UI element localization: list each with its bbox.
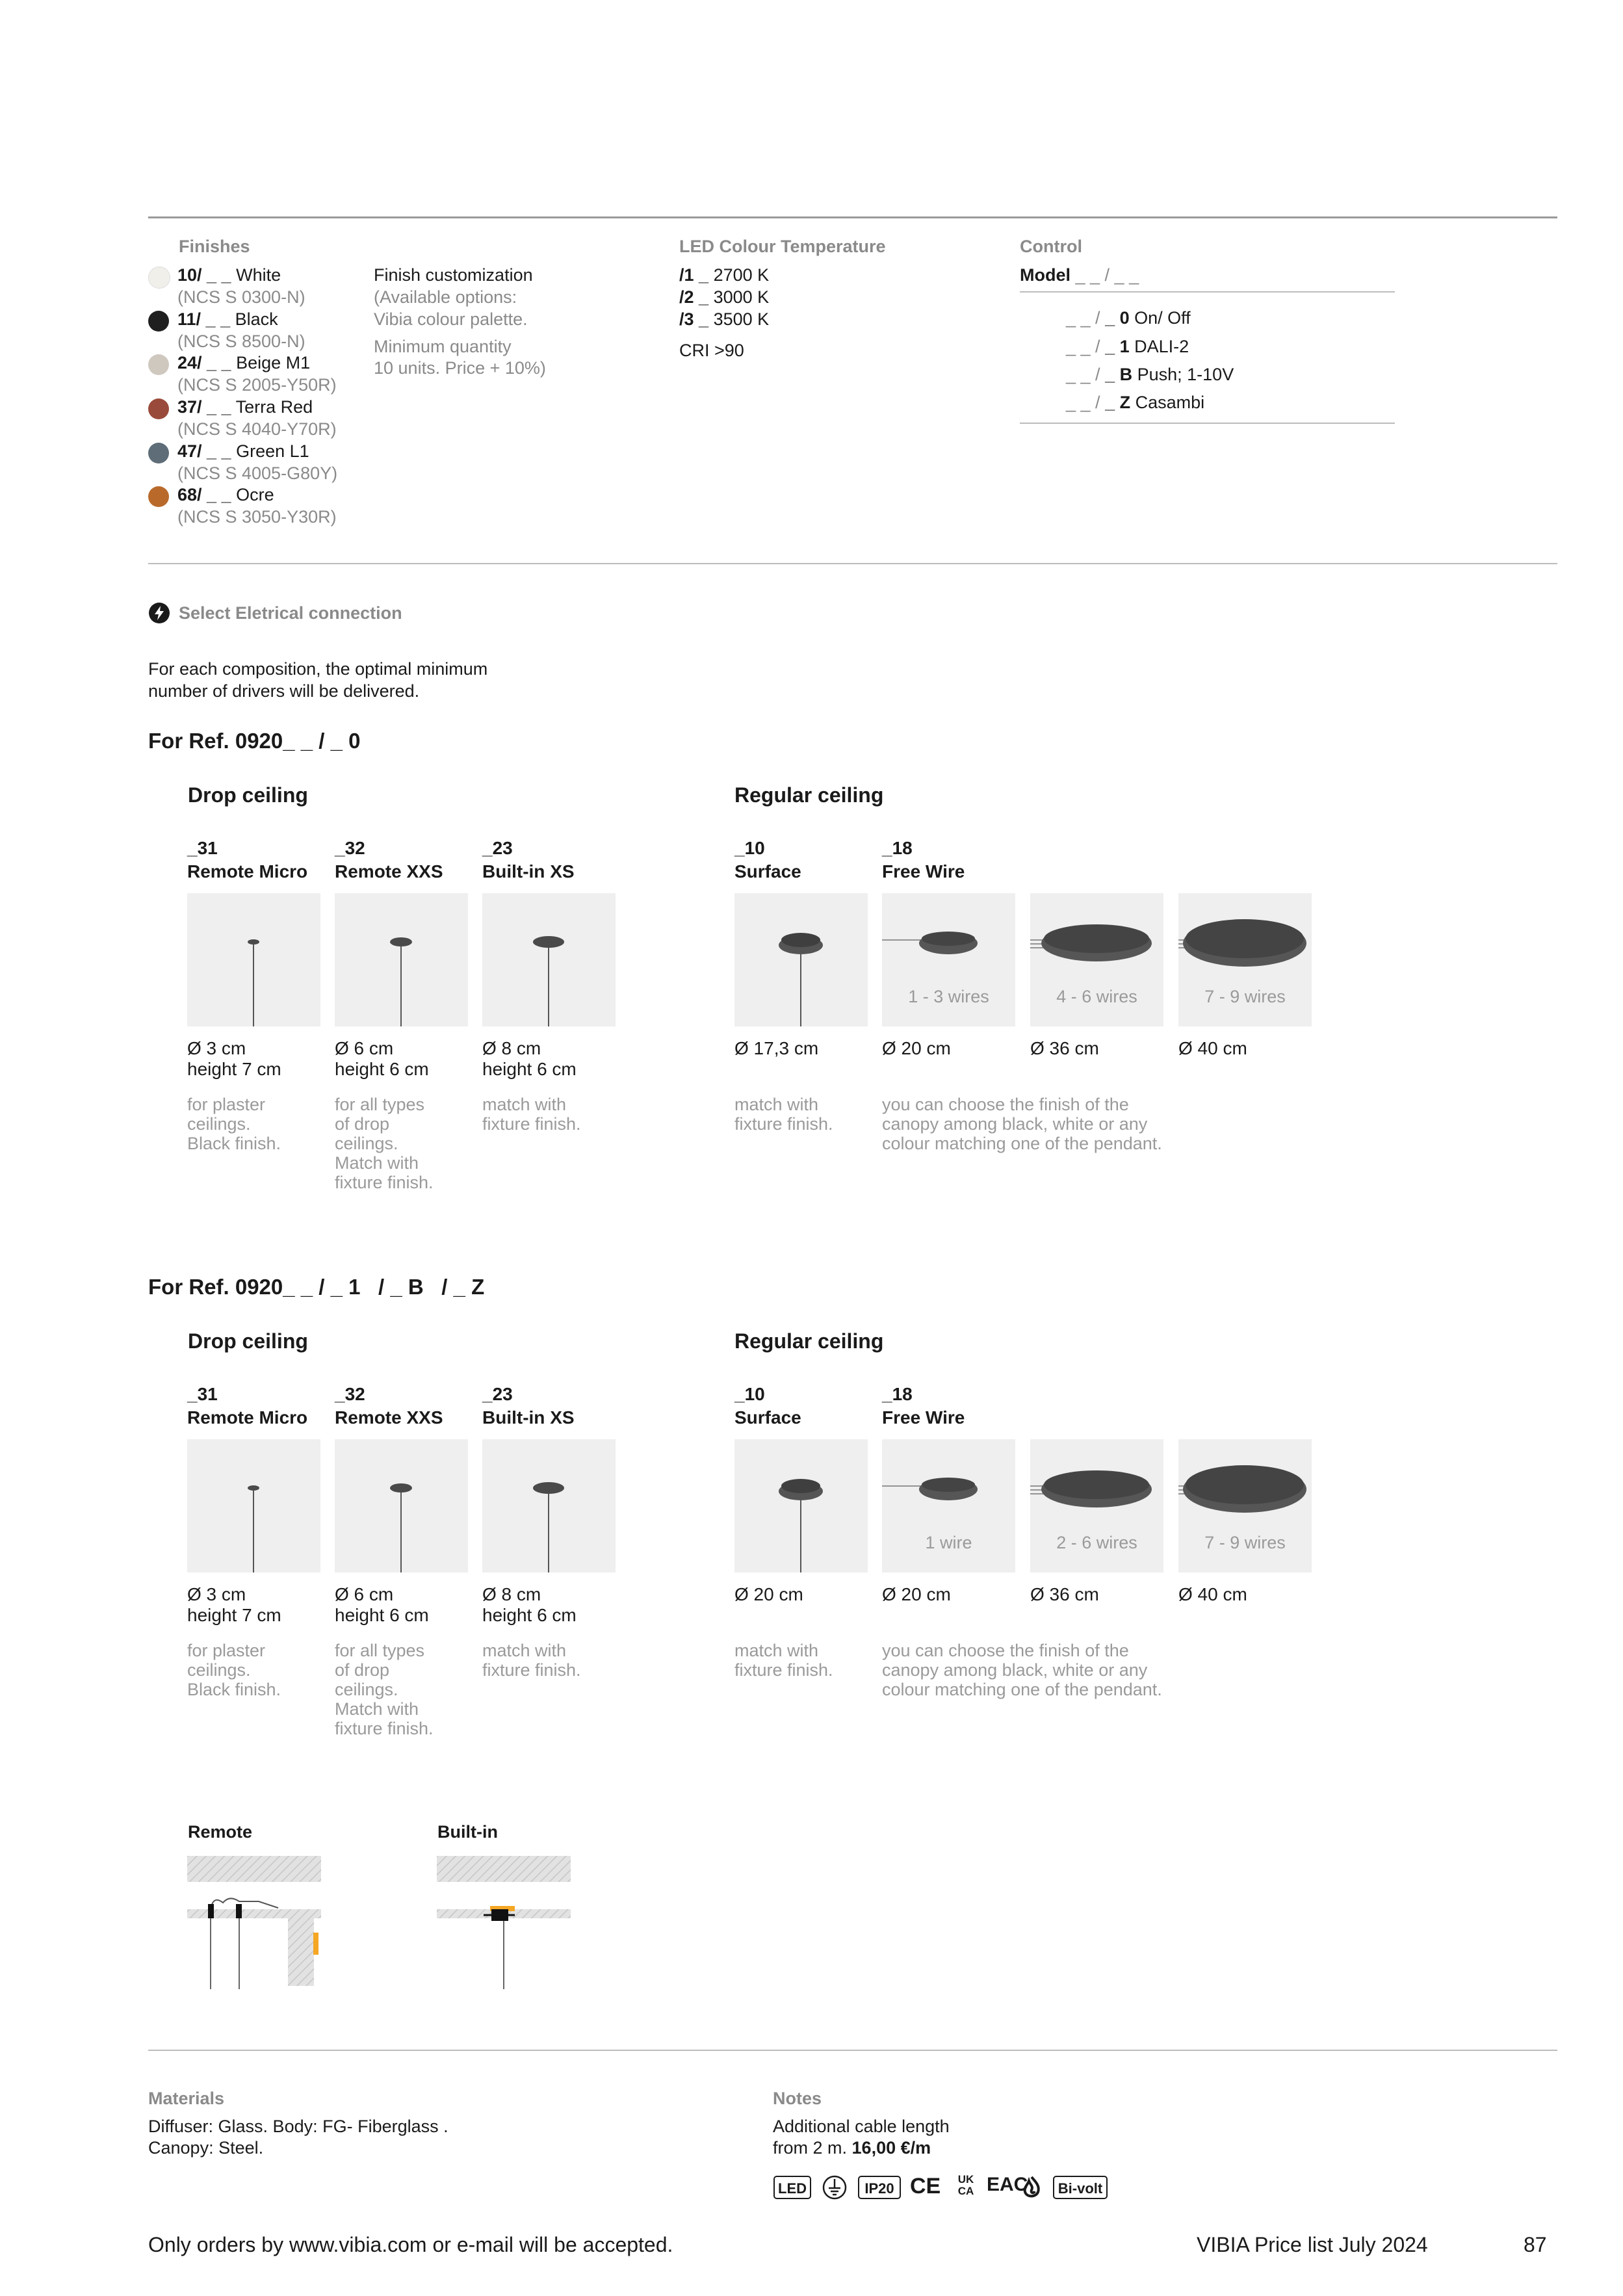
finish-swatch: [148, 267, 170, 289]
product-note: Black finish.: [187, 1134, 281, 1153]
canopy-illustration: [187, 893, 320, 1026]
product-note: for all types: [335, 1095, 425, 1114]
control-title: Control: [1020, 237, 1082, 256]
finish-text: [177, 396, 337, 440]
electrical-intro: number of drivers will be delivered.: [148, 681, 420, 701]
flame-cert-icon: [1020, 2176, 1043, 2199]
control-label: Casambi: [1135, 393, 1205, 412]
led-option: [679, 286, 769, 308]
canopy-illustration: [335, 1439, 468, 1572]
finish-ncs: (NCS S 8500-N): [177, 332, 305, 351]
product-code: _23: [482, 1384, 513, 1404]
product-code: _23: [482, 838, 513, 858]
control-prefix: _ _ /: [1066, 365, 1100, 384]
canopy-illustration: [734, 1439, 868, 1572]
product-note: ceilings.: [187, 1114, 251, 1134]
canopy-illustration: [335, 893, 468, 1026]
product-name: Remote XXS: [335, 861, 443, 881]
product-diameter: Ø 3 cm: [187, 1584, 246, 1604]
ukca-cert-icon: [953, 2174, 979, 2197]
product-name: Remote Micro: [187, 861, 308, 881]
finish-code: 11/ _ _: [177, 309, 231, 329]
control-prefix: _ _ /: [1066, 337, 1100, 356]
finish-ncs: (NCS S 2005-Y50R): [177, 375, 337, 395]
product-note: of drop: [335, 1114, 390, 1134]
finish-text: [177, 440, 337, 484]
wire-count: 1 - 3 wires: [908, 987, 989, 1006]
product-diameter: Ø 20 cm: [882, 1038, 951, 1058]
product-height: height 6 cm: [482, 1059, 577, 1079]
product-code: _31: [187, 838, 218, 858]
product-note: canopy among black, white or any: [882, 1660, 1148, 1680]
product-code: _10: [734, 1384, 765, 1404]
control-code: _ Z: [1105, 393, 1131, 412]
product-note: fixture finish.: [335, 1173, 434, 1192]
product-name: Built-in XS: [482, 1407, 575, 1428]
finish-ncs: (NCS S 4005-G80Y): [177, 463, 338, 483]
product-code: _31: [187, 1384, 218, 1404]
finish-name: Terra Red: [235, 397, 313, 417]
product-diameter: Ø 40 cm: [1178, 1584, 1247, 1604]
finish-customization-line: Minimum quantity: [374, 337, 512, 356]
control-prefix: _ _ /: [1066, 393, 1100, 412]
finish-text: [177, 264, 305, 308]
product-height: height 7 cm: [187, 1605, 281, 1625]
product-note: fixture finish.: [335, 1719, 434, 1738]
control-label: On/ Off: [1134, 308, 1191, 328]
product-note: colour matching one of the pendant.: [882, 1134, 1162, 1153]
finish-code: 24/ _ _: [177, 353, 231, 372]
notes-line: [773, 2137, 931, 2159]
product-thumbnail: [335, 893, 468, 1026]
product-diameter: Ø 36 cm: [1030, 1038, 1099, 1058]
product-diameter: Ø 20 cm: [734, 1584, 803, 1604]
finish-customization-line: 10 units. Price + 10%): [374, 358, 546, 378]
product-code: _18: [882, 1384, 913, 1404]
product-note: fixture finish.: [734, 1114, 833, 1134]
product-diameter: Ø 20 cm: [882, 1584, 951, 1604]
product-note: for plaster: [187, 1641, 266, 1660]
product-thumbnail: [1030, 893, 1163, 1026]
finish-text: [177, 308, 305, 352]
materials-title: Materials: [148, 2089, 225, 2108]
product-note: match with: [734, 1095, 819, 1114]
product-thumbnail: [882, 1439, 1015, 1572]
section-divider: [148, 2050, 1557, 2051]
finish-customization-title: Finish customization: [374, 265, 533, 285]
product-code: _18: [882, 838, 913, 858]
ce-cert-icon: CE: [910, 2174, 941, 2198]
led-code: /3 _: [679, 309, 709, 329]
page-number: 87: [1524, 2233, 1547, 2256]
product-thumbnail: [734, 893, 868, 1026]
product-note: Black finish.: [187, 1680, 281, 1699]
section2-ref: For Ref. 0920_ _ / _ 1 / _ B / _ Z: [148, 1275, 485, 1299]
product-note: fixture finish.: [482, 1114, 581, 1134]
wire-count: 2 - 6 wires: [1056, 1533, 1137, 1552]
led-value: 3500 K: [713, 309, 770, 329]
product-note: of drop: [335, 1660, 390, 1680]
product-height: height 6 cm: [335, 1059, 429, 1079]
product-note: ceilings.: [335, 1134, 398, 1153]
control-option: [1066, 308, 1191, 328]
product-diameter: Ø 6 cm: [335, 1584, 394, 1604]
product-note: ceilings.: [335, 1680, 398, 1699]
product-height: height 7 cm: [187, 1059, 281, 1079]
notes-title: Notes: [773, 2089, 822, 2108]
product-note: you can choose the finish of the: [882, 1095, 1129, 1114]
finishes-title: Finishes: [179, 237, 250, 256]
finish-customization-line: Vibia colour palette.: [374, 309, 528, 329]
bivolt-cert-icon: Bi-volt: [1053, 2176, 1108, 2199]
canopy-illustration: [482, 893, 616, 1026]
product-thumbnail: [1030, 1439, 1163, 1572]
section2-drop-title: Drop ceiling: [188, 1329, 308, 1353]
product-code: _10: [734, 838, 765, 858]
control-code: _ 0: [1105, 308, 1130, 328]
control-option: [1066, 337, 1189, 357]
product-note: Match with: [335, 1699, 419, 1719]
finish-name: Beige M1: [236, 353, 311, 372]
product-name: Surface: [734, 861, 801, 881]
control-code: _ 1: [1105, 337, 1130, 356]
control-option: [1066, 365, 1234, 385]
product-diameter: Ø 36 cm: [1030, 1584, 1099, 1604]
led-value: 2700 K: [713, 265, 770, 285]
product-diameter: Ø 17,3 cm: [734, 1038, 819, 1058]
product-thumbnail: [1178, 893, 1312, 1026]
finish-ncs: (NCS S 0300-N): [177, 287, 305, 307]
product-name: Built-in XS: [482, 861, 575, 881]
ip20-cert-icon: IP20: [858, 2176, 901, 2199]
finish-code: 10/ _ _: [177, 265, 231, 285]
footer-brand: VIBIA Price list July 2024: [1197, 2233, 1428, 2256]
eac-cert-icon: EAC: [987, 2174, 1028, 2195]
product-thumbnail: [482, 1439, 616, 1572]
wire-count: 4 - 6 wires: [1056, 987, 1137, 1006]
product-name: Surface: [734, 1407, 801, 1428]
product-diameter: Ø 8 cm: [482, 1038, 541, 1058]
control-label: Push; 1-10V: [1137, 365, 1234, 384]
product-code: _32: [335, 1384, 365, 1404]
product-note: colour matching one of the pendant.: [882, 1680, 1162, 1699]
led-title: LED Colour Temperature: [679, 237, 886, 256]
led-option: [679, 264, 769, 286]
product-note: match with: [734, 1641, 819, 1660]
product-note: canopy among black, white or any: [882, 1114, 1148, 1134]
remote-diagram: [187, 1856, 324, 1992]
product-height: height 6 cm: [482, 1605, 577, 1625]
product-thumbnail: [734, 1439, 868, 1572]
finish-code: 68/ _ _: [177, 485, 231, 504]
led-code: /2 _: [679, 287, 709, 307]
finish-code-line: [177, 264, 305, 286]
builtin-diagram-label: Built-in: [437, 1822, 498, 1842]
top-divider: [148, 216, 1557, 218]
finish-name: Ocre: [236, 485, 274, 504]
led-value: 3000 K: [713, 287, 770, 307]
product-thumbnail: [882, 893, 1015, 1026]
finish-swatch: [148, 443, 169, 463]
finish-code-line: [177, 396, 337, 418]
finish-name: Green L1: [236, 441, 309, 461]
finish-code-line: [177, 308, 305, 330]
led-cert-icon: LED: [773, 2176, 811, 2199]
product-diameter: Ø 40 cm: [1178, 1038, 1247, 1058]
finish-customization-line: (Available options:: [374, 287, 517, 307]
product-note: for all types: [335, 1641, 425, 1660]
footer-orders-note: Only orders by www.vibia.com or e-mail will be accepted.: [148, 2233, 673, 2256]
product-thumbnail: [187, 893, 320, 1026]
product-note: match with: [482, 1095, 567, 1114]
product-name: Remote Micro: [187, 1407, 308, 1428]
product-thumbnail: [187, 1439, 320, 1572]
model-label: Model: [1020, 265, 1071, 285]
finish-swatch: [148, 398, 169, 419]
finish-code-line: [177, 352, 337, 374]
product-note: fixture finish.: [734, 1660, 833, 1680]
electrical-title: Select Eletrical connection: [179, 603, 402, 623]
materials-line: Canopy: Steel.: [148, 2138, 264, 2158]
canopy-illustration: [187, 1439, 320, 1572]
led-option: [679, 308, 769, 330]
product-note: you can choose the finish of the: [882, 1641, 1129, 1660]
wire-count: 7 - 9 wires: [1204, 987, 1286, 1006]
materials-line: Diffuser: Glass. Body: FG- Fiberglass .: [148, 2117, 448, 2136]
control-model: [1020, 264, 1139, 286]
product-name: Free Wire: [882, 1407, 965, 1428]
canopy-illustration: [482, 1439, 616, 1572]
builtin-diagram: [437, 1856, 573, 1992]
finish-text: [177, 484, 337, 528]
section2-regular-title: Regular ceiling: [734, 1329, 884, 1353]
product-code: _32: [335, 838, 365, 858]
finish-code: 37/ _ _: [177, 397, 231, 417]
ground-cert-icon: [822, 2175, 847, 2200]
cri-value: CRI >90: [679, 341, 744, 360]
section-divider: [148, 563, 1557, 564]
finish-ncs: (NCS S 3050-Y30R): [177, 507, 337, 527]
electrical-intro: For each composition, the optimal minimum: [148, 659, 488, 679]
product-name: Free Wire: [882, 861, 965, 881]
product-note: ceilings.: [187, 1660, 251, 1680]
finish-name: White: [236, 265, 281, 285]
ukca-text: UK CA: [957, 2173, 974, 2197]
product-note: Match with: [335, 1153, 419, 1173]
product-thumbnail: [335, 1439, 468, 1572]
section1-drop-title: Drop ceiling: [188, 783, 308, 807]
finish-ncs: (NCS S 4040-Y70R): [177, 419, 337, 439]
control-divider: [1020, 423, 1395, 424]
product-diameter: Ø 3 cm: [187, 1038, 246, 1058]
finish-code-line: [177, 440, 337, 462]
canopy-illustration: [734, 893, 868, 1026]
product-height: height 6 cm: [335, 1605, 429, 1625]
section1-ref: For Ref. 0920_ _ / _ 0: [148, 729, 361, 753]
product-thumbnail: [482, 893, 616, 1026]
finish-code: 47/ _ _: [177, 441, 231, 461]
notes-line: Additional cable length: [773, 2117, 950, 2136]
product-diameter: Ø 6 cm: [335, 1038, 394, 1058]
product-note: fixture finish.: [482, 1660, 581, 1680]
wire-count: 7 - 9 wires: [1204, 1533, 1286, 1552]
finish-swatch: [148, 486, 169, 507]
control-label: DALI-2: [1134, 337, 1189, 356]
model-code: _ _ / _ _: [1075, 265, 1139, 285]
section1-regular-title: Regular ceiling: [734, 783, 884, 807]
led-code: /1 _: [679, 265, 709, 285]
product-diameter: Ø 8 cm: [482, 1584, 541, 1604]
product-note: for plaster: [187, 1095, 266, 1114]
remote-diagram-label: Remote: [188, 1822, 253, 1842]
product-note: match with: [482, 1641, 567, 1660]
finish-text: [177, 352, 337, 396]
control-prefix: _ _ /: [1066, 308, 1100, 328]
finish-name: Black: [235, 309, 278, 329]
finish-swatch: [148, 311, 169, 332]
finish-code-line: [177, 484, 337, 506]
wire-count: 1 wire: [925, 1533, 972, 1552]
lightning-icon: [148, 602, 170, 624]
control-divider: [1020, 291, 1395, 293]
control-code: _ B: [1105, 365, 1133, 384]
product-name: Remote XXS: [335, 1407, 443, 1428]
finish-swatch: [148, 354, 169, 375]
product-thumbnail: [1178, 1439, 1312, 1572]
notes-price-prefix: from 2 m.: [773, 2138, 848, 2158]
control-option: [1066, 393, 1204, 413]
notes-price: 16,00 €/m: [851, 2138, 931, 2158]
